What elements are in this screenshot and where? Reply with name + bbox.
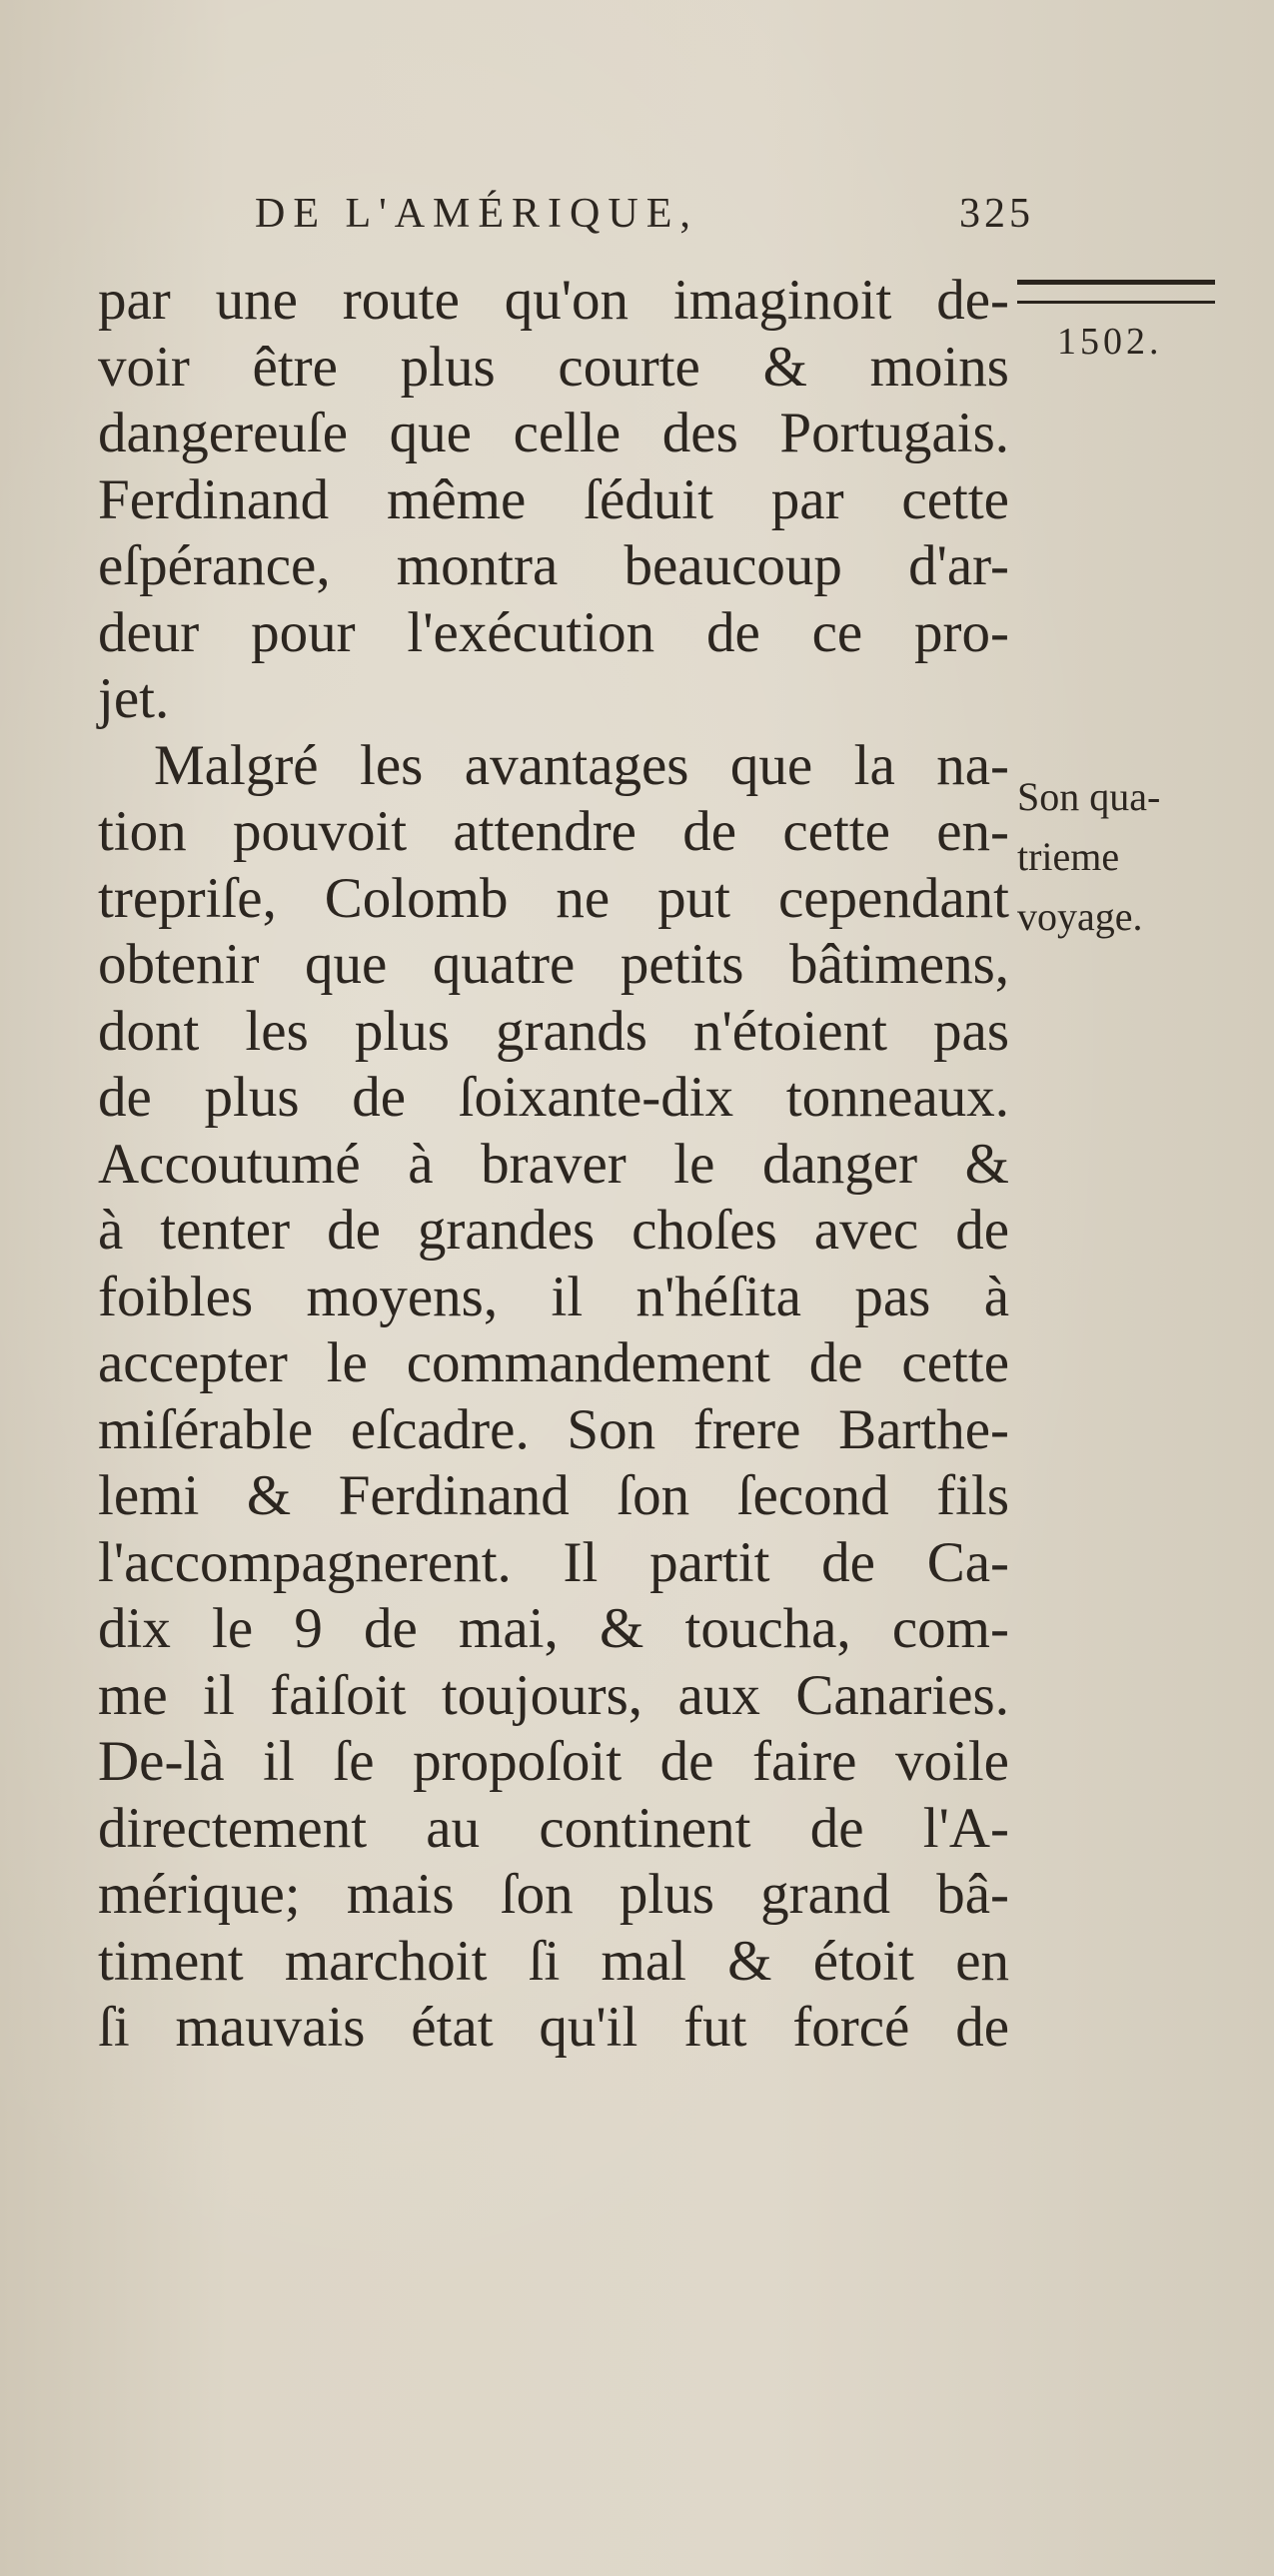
text-line: eſpérance, montra beaucoup d'ar- [98, 534, 1009, 597]
text-line: mérique; mais ſon plus grand bâ- [98, 1863, 1009, 1926]
text-line: dont les plus grands n'étoient pas [98, 999, 1009, 1063]
text-line: l'accompagnerent. Il partit de Ca- [98, 1530, 1009, 1594]
margin-note-line: voyage. [1017, 894, 1143, 939]
text-line: dix le 9 de mai, & toucha, com- [98, 1597, 1009, 1660]
margin-year: 1502. [1057, 321, 1163, 363]
text-line: me il faiſoit toujours, aux Canaries. [98, 1663, 1009, 1727]
text-line: Accoutumé à braver le danger & [98, 1132, 1009, 1196]
text-line: obtenir que quatre petits bâtimens, [98, 933, 1009, 996]
page-number: 325 [959, 191, 1034, 237]
page-header [255, 190, 1034, 260]
text-line: par une route qu'on imaginoit de- [98, 269, 1009, 332]
margin-note [1017, 767, 1267, 947]
text-line: ſi mauvais état qu'il fut forcé de [98, 1996, 1009, 2059]
text-line: De-là il ſe propoſoit de faire voile [98, 1730, 1009, 1793]
text-line: miſérable eſcadre. Son frere Barthe- [98, 1397, 1009, 1461]
text-line: tion pouvoit attendre de cette en- [98, 800, 1009, 863]
text-line: jet. [98, 667, 170, 730]
text-line: trepriſe, Colomb ne put cependant [98, 866, 1009, 930]
running-title: DE L'AMÉRIQUE, [255, 191, 698, 237]
text-line: foibles moyens, il n'héſita pas à [98, 1265, 1009, 1328]
text-line: directement au continent de l'A- [98, 1796, 1009, 1860]
body-text [98, 268, 1009, 2062]
margin-note-line: Son qua- [1017, 774, 1161, 819]
text-line: timent marchoit ſi mal & étoit en [98, 1929, 1009, 1993]
text-line: deur pour l'exécution de ce pro- [98, 600, 1009, 664]
text-line: à tenter de grandes choſes avec de [98, 1199, 1009, 1262]
margin-double-rule [1017, 280, 1215, 304]
text-line: voir être plus courte & moins [98, 335, 1009, 399]
margin-note-line: trieme [1017, 834, 1120, 879]
text-line: accepter le commandement de cette [98, 1331, 1009, 1394]
text-line: dangereuſe que celle des Portugais. [98, 402, 1009, 464]
text-line: Ferdinand même ſéduit par cette [98, 467, 1009, 531]
text-line: lemi & Ferdinand ſon ſecond fils [98, 1464, 1009, 1527]
text-line: de plus de ſoixante-dix tonneaux. [98, 1066, 1009, 1129]
text-line: Malgré les avantages que la na- [154, 733, 1009, 797]
